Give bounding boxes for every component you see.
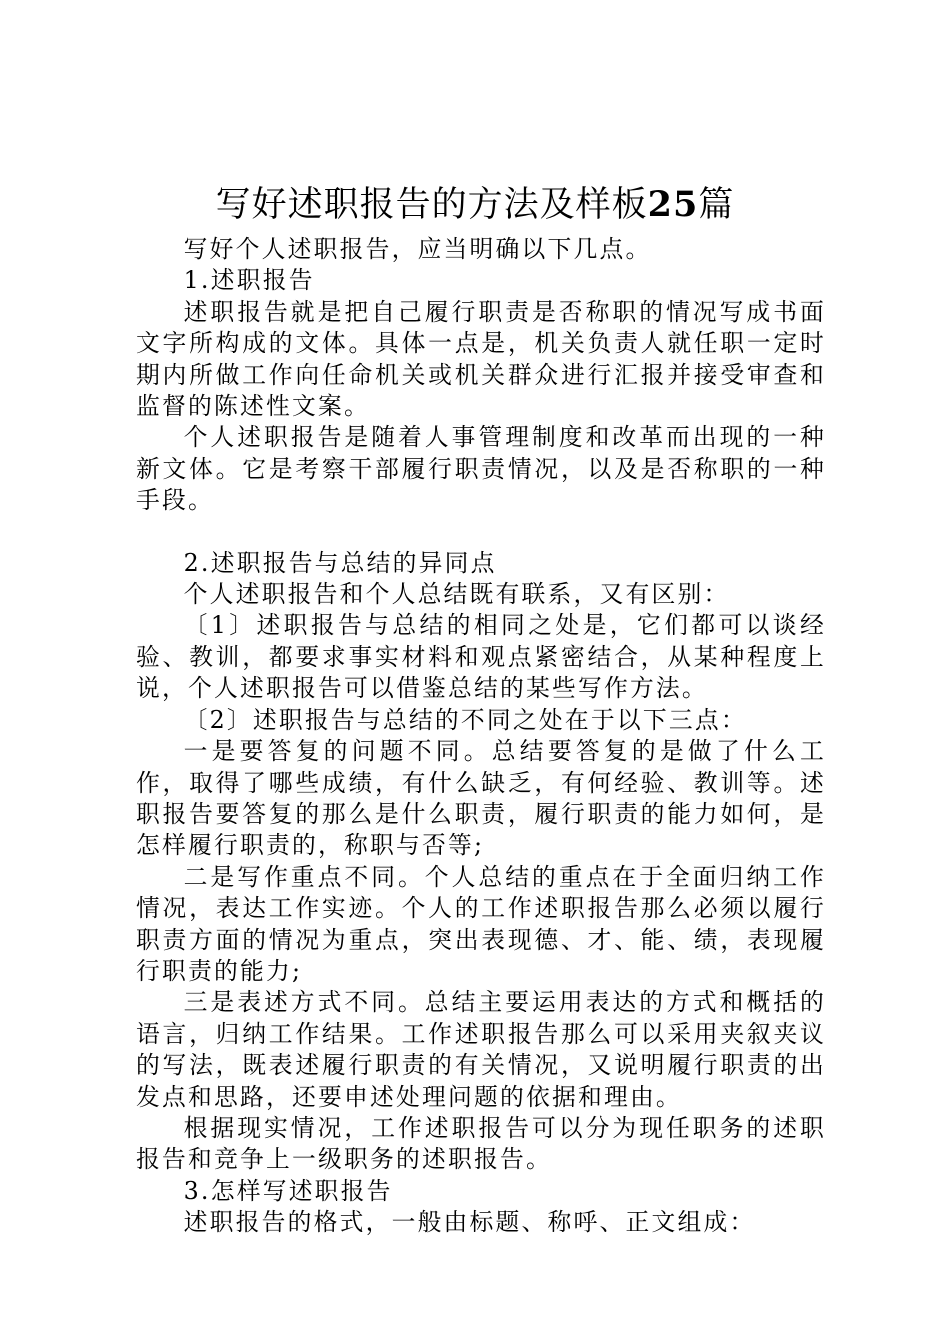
paragraph-differences-intro: 〔2〕述职报告与总结的不同之处在于以下三点： bbox=[183, 705, 747, 734]
paragraph-definition: 述职报告就是把自己履行职责是否称职的情况写成书面文字所构成的文体。具体一点是，机关负责人就任职一定时期内所做工作向任命机关或机关群众进行汇报并接受审查和监督的陈述性文案。 bbox=[136, 297, 826, 421]
section-heading-1: 1.述职报告 bbox=[183, 266, 315, 295]
paragraph-similarities: 〔1〕述职报告与总结的相同之处是，它们都可以谈经验、教训，都要求事实材料和观点紧密结合，从某种程度上说，个人述职报告可以借鉴总结的某些写作方法。 bbox=[136, 611, 826, 703]
document-body bbox=[136, 234, 826, 1239]
title-suffix: 篇 bbox=[698, 185, 735, 225]
paragraph-difference-2: 二是写作重点不同。个人总结的重点在于全面归纳工作情况，表达工作实迹。个人的工作述职报告那么必须以履行职责方面的情况为重点，突出表现德、才、能、绩，表现履行职责的能力; bbox=[136, 862, 826, 985]
paragraph-difference-3: 三是表述方式不同。总结主要运用表达的方式和概括的语言，归纳工作结果。工作述职报告那么可以采用夹叙夹议的写法，既表述履行职责的有关情况，又说明履行职责的出发点和思路，还要申述处理问题的依据和理由。 bbox=[136, 988, 826, 1111]
paragraph-classification: 根据现实情况，工作述职报告可以分为现任职务的述职报告和竞争上一级职务的述职报告。 bbox=[136, 1113, 826, 1174]
section-heading-3: 3.怎样写述职报告 bbox=[183, 1176, 393, 1205]
document-title bbox=[0, 182, 950, 228]
paragraph-difference-1: 一是要答复的问题不同。总结要答复的是做了什么工作，取得了哪些成绩，有什么缺乏，有何经验、教训等。述职报告要答复的那么是什么职责，履行职责的能力如何，是怎样履行职责的，称职与否等; bbox=[136, 737, 826, 860]
section-heading-2: 2.述职报告与总结的异同点 bbox=[183, 548, 497, 577]
paragraph-format: 述职报告的格式，一般由标题、称呼、正文组成： bbox=[183, 1208, 756, 1237]
paragraph-new-genre: 个人述职报告是随着人事管理制度和改革而出现的一种新文体。它是考察干部履行职责情况，以及是否称职的一种手段。 bbox=[136, 423, 826, 515]
title-text: 写好述职报告的方法及样板 bbox=[215, 185, 648, 225]
title-number: 25 bbox=[647, 184, 699, 225]
paragraph-relation: 个人述职报告和个人总结既有联系，又有区别： bbox=[183, 580, 730, 609]
paragraph-intro: 写好个人述职报告，应当明确以下几点。 bbox=[183, 235, 652, 263]
